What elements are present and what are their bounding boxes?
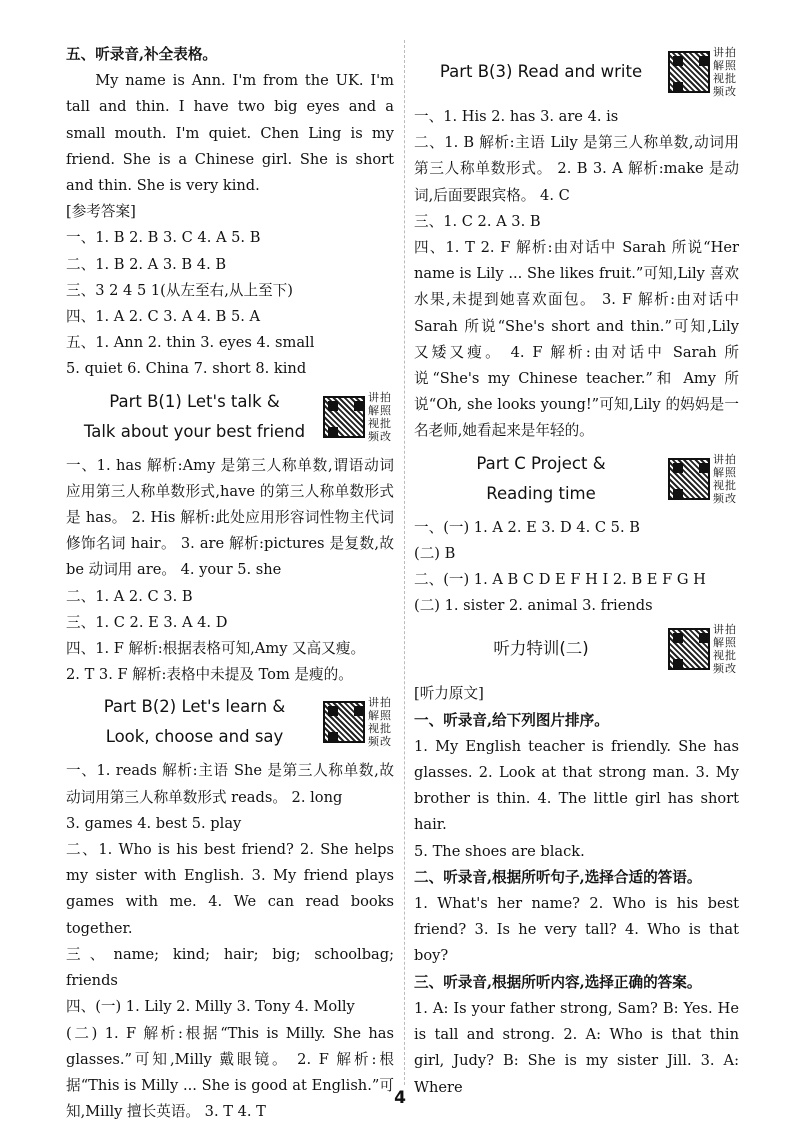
answer-line: 一、1. B 2. B 3. C 4. A 5. B	[66, 229, 261, 247]
transcript-line: 1. My English teacher is friendly. She has glasses. 2. Look at that strong man. 3. My brother is thin. 4. The little girl has short hair.	[414, 737, 739, 834]
section-title-line: Part B(1) Let's talk &	[109, 391, 280, 411]
section-heading: 一、听录音,给下列图片排序。	[414, 711, 609, 729]
answer-line: (二) B	[414, 544, 456, 562]
column-divider	[404, 40, 405, 1085]
section-heading: 二、听录音,根据所听句子,选择合适的答语。	[414, 868, 702, 886]
answer-line: 3. games 4. best 5. play	[66, 814, 242, 832]
answer-line: 三、3 2 4 5 1(从左至右,从上至下)	[66, 281, 293, 299]
right-column	[414, 42, 739, 1101]
answer-line: 二、1. B 解析:主语 Lily 是第三人称单数,动词用第三人称单数形式。 2. B 3. A 解析:make 是动词,后面要跟宾格。 4. C	[414, 134, 739, 204]
answer-line: (二) 1. F 解析:根据“This is Milly. She has glasses.”可知,Milly 戴眼镜。 2. F 解析:根据“This is Milly ... She is good at English.”可知,Milly 擅长英语。 3. T 4. T	[66, 1024, 394, 1121]
section-header-part-b1	[66, 387, 394, 447]
section-title: Part B(3) Read and write	[439, 62, 643, 81]
answer-line: 一、1. reads 解析:主语 She 是第三人称单数,故动词用第三人称单数形式 reads。 2. long	[66, 762, 394, 806]
section-header-part-c	[414, 449, 739, 509]
answer-line: 二、(一) 1. A B C D E F H I 2. B E F G H	[414, 571, 706, 589]
qr-code-icon[interactable]	[323, 396, 365, 438]
qr-label: 讲拍解照视批频改	[713, 452, 737, 505]
answer-line: 五、1. Ann 2. thin 3. eyes 4. small	[66, 334, 315, 352]
left-column	[66, 42, 394, 1125]
answer-line: 2. T 3. F 解析:表格中未提及 Tom 是瘦的。	[66, 666, 353, 684]
qr-block[interactable]	[668, 623, 739, 675]
qr-code-icon[interactable]	[668, 458, 710, 500]
answer-line: 四、(一) 1. Lily 2. Milly 3. Tony 4. Molly	[66, 998, 355, 1016]
section-title-line: Reading time	[486, 483, 596, 503]
answer-line: 三、1. C 2. A 3. B	[414, 212, 541, 230]
answer-line: 四、1. T 2. F 解析:由对话中 Sarah 所说“Her name is Lily ... She likes fruit.”可知,Lily 喜欢水果,未提到她喜欢面包。 3. F 解析:由对话中 Sarah 所说“She's short and thin.”可知,Lily 又矮又瘦。 4. F 解析:由对话中 Sarah 所说“She's my Chinese teacher.”和 Amy 所说“Oh, she looks young!”可知,Lily 的妈妈是一名老师,她看起来是年轻的。	[414, 239, 739, 440]
section-title: 听力特训(二)	[493, 639, 589, 659]
section-title-line: Look, choose and say	[105, 727, 284, 747]
qr-block[interactable]	[668, 46, 739, 98]
answer-line: (二) 1. sister 2. animal 3. friends	[414, 597, 653, 615]
qr-block[interactable]	[323, 391, 394, 443]
listening-passage: My name is Ann. I'm from the UK. I'm tall and thin. I have two big eyes and a small mouth. I'm quiet. Chen Ling is my friend. She is a Chinese girl. She is short and thin. She is very kind.	[66, 72, 394, 195]
qr-label: 讲拍解照视批频改	[713, 46, 737, 98]
qr-code-icon[interactable]	[323, 701, 365, 743]
answer-line: 二、1. A 2. C 3. B	[66, 587, 193, 605]
answer-line: 一、1. has 解析:Amy 是第三人称单数,谓语动词应用第三人称单数形式,have 的第三人称单数形式是 has。 2. His 解析:此处应用形容词性物主代词修饰名词 hair。 3. are 解析:pictures 是复数,故 be 动词用 are。 4. your 5. she	[66, 456, 394, 579]
section-heading: 五、听录音,补全表格。	[66, 46, 218, 63]
qr-code-icon[interactable]	[668, 51, 710, 93]
qr-label: 讲拍解照视批频改	[368, 696, 392, 749]
transcript-line: 1. What's her name? 2. Who is his best friend? 3. Is he very tall? 4. Who is that boy?	[414, 895, 739, 965]
qr-label: 讲拍解照视批频改	[368, 390, 392, 443]
qr-code-icon[interactable]	[668, 628, 710, 670]
qr-block[interactable]	[668, 453, 739, 505]
transcript-label: [听力原文]	[414, 685, 484, 703]
answer-line: 二、1. B 2. A 3. B 4. B	[66, 255, 227, 273]
section-title-line: Part B(2) Let's learn &	[103, 697, 286, 717]
answer-line: 三、name; kind; hair; big; schoolbag; friends	[66, 945, 394, 990]
transcript-line: 5. The shoes are black.	[414, 842, 585, 860]
qr-label: 讲拍解照视批频改	[713, 623, 737, 676]
section-header-listening	[414, 623, 739, 675]
section-title-line: Talk about your best friend	[83, 421, 306, 441]
section-header-part-b3	[414, 46, 739, 98]
section-title	[66, 692, 323, 752]
answer-label: [参考答案]	[66, 203, 136, 221]
answer-line: 一、1. His 2. has 3. are 4. is	[414, 108, 619, 125]
answer-line: 三、1. C 2. E 3. A 4. D	[66, 613, 228, 631]
answer-line: 四、1. A 2. C 3. A 4. B 5. A	[66, 308, 261, 326]
answer-line: 二、1. Who is his best friend? 2. She helps my sister with English. 3. My friend plays games with me. 4. We can read books together.	[66, 841, 394, 937]
section-title	[414, 449, 668, 509]
transcript-line: 1. A: Is your father strong, Sam? B: Yes. He is tall and strong. 2. A: Who is that thin girl, Judy? B: She is my sister Jill. 3. A: Where	[414, 999, 739, 1096]
qr-block[interactable]	[323, 696, 394, 748]
section-title	[66, 387, 323, 447]
page-number: 4	[394, 1088, 406, 1108]
section-heading: 三、听录音,根据所听内容,选择正确的答案。	[414, 973, 702, 991]
answer-line: 四、1. F 解析:根据表格可知,Amy 又高又瘦。	[66, 640, 366, 658]
section-title-line: Part C Project &	[476, 453, 606, 473]
answer-line: 一、(一) 1. A 2. E 3. D 4. C 5. B	[414, 518, 640, 536]
answer-line: 5. quiet 6. China 7. short 8. kind	[66, 360, 307, 378]
section-header-part-b2	[66, 692, 394, 752]
